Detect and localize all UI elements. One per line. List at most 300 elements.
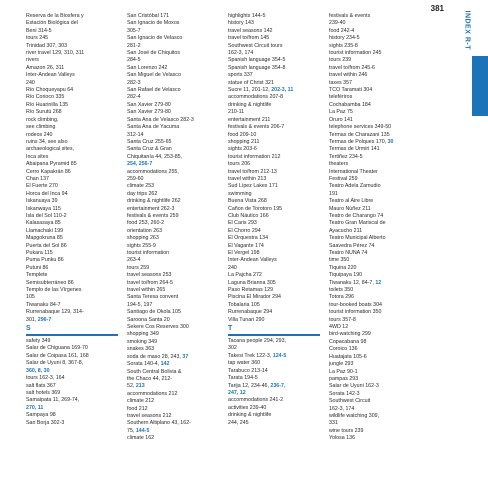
index-entry <box>127 420 225 427</box>
index-entry <box>26 345 124 352</box>
index-entry-text: sights 203-6 <box>228 146 257 153</box>
index-entry-text: Inter-Andean Valleys <box>26 72 75 79</box>
index-entry-text: Tarija 12, 234-46, <box>228 382 271 389</box>
index-entry <box>228 375 326 382</box>
index-entry <box>228 109 326 116</box>
index-entry-text: 302 <box>228 345 237 352</box>
index-entry-text: Southwest Circuit tours <box>228 42 283 49</box>
index-entry <box>329 139 427 146</box>
index-entry-text: San Ignacio de Moxos <box>127 20 180 27</box>
index-entry-map-ref: 202-3, 11 <box>271 87 294 94</box>
index-entry-text: accommodations 241-2 <box>228 397 284 404</box>
index-entry <box>127 220 225 227</box>
index-entry-text: soda de maso 28, 243, <box>127 353 183 360</box>
index-entry-text: orientation 263 <box>127 227 163 234</box>
index-entry <box>228 228 326 235</box>
index-entry <box>127 191 225 198</box>
index-entry-text: Llamachaki 199 <box>26 227 64 234</box>
index-entry-text: shopping 211 <box>228 138 260 145</box>
index-entry <box>127 228 225 235</box>
index-entry-text: the Chaco 44, 212- <box>127 375 173 382</box>
index-entry-text: La Paz 75 <box>329 109 353 116</box>
index-entry <box>329 206 427 213</box>
index-entry-text: Piscina El Mirador 294 <box>228 294 281 301</box>
index-entry-text: Spanish language 354-5 <box>228 57 286 64</box>
index-entry-text: climate 253 <box>127 183 155 190</box>
index-entry-text: 240 <box>26 79 35 86</box>
index-entry-text: Puerta del Sol 86 <box>26 242 67 249</box>
index-entry-text: Tarata 194-5 <box>228 375 258 382</box>
index-entry-text: Tiquina 220 <box>329 264 357 271</box>
index-entry <box>329 406 427 413</box>
index-entry-text: Mauro Núñez 211 <box>329 205 371 212</box>
index-entry <box>329 272 427 279</box>
index-entry <box>228 35 326 42</box>
index-entry <box>127 28 225 35</box>
index-entry <box>228 280 326 287</box>
index-entry-text: salt flats 367 <box>26 382 56 389</box>
index-entry <box>26 80 124 87</box>
index-entry-text: Cañon de Torotoro 195 <box>228 205 283 212</box>
index-entry <box>127 428 225 435</box>
index-entry <box>329 354 427 361</box>
index-entry <box>228 43 326 50</box>
index-entry <box>329 220 427 227</box>
index-entry <box>26 87 124 94</box>
index-entry <box>127 376 225 383</box>
index-entry <box>329 376 427 383</box>
index-entry <box>329 169 427 176</box>
page-number: 381 <box>430 4 444 13</box>
index-entry-text: Cerro Kapakrán 86 <box>26 168 71 175</box>
index-entry <box>329 146 427 153</box>
index-entry <box>26 338 124 345</box>
index-entry-text: Teatro NUNA 74 <box>329 250 368 256</box>
index-entry-text: tours 357-8 <box>329 316 356 323</box>
index-entry-text: Rurrenabaque 129, 314- <box>26 309 84 316</box>
index-entry-text: Reserva de la Biosfera y <box>26 13 84 19</box>
index-entry-map-ref: 12 <box>375 279 382 286</box>
index-entry-text: activities 239-40 <box>228 404 267 411</box>
index-entry-map-ref: 30 <box>387 138 394 145</box>
index-entry-map-ref: 247, 12 <box>228 389 246 396</box>
index-entry <box>26 50 124 57</box>
index-entry-text: Tertiñez 234-5 <box>329 153 363 160</box>
index-entry-text: 4WD 12 <box>329 324 349 331</box>
index-entry-text: food 253, 260-2 <box>127 220 165 227</box>
index-entry <box>228 309 326 316</box>
index-entry <box>127 331 225 338</box>
index-entry-text: 282-3 <box>127 79 141 86</box>
index-entry <box>26 65 124 72</box>
index-entry-map-ref: 270, 11 <box>26 404 44 411</box>
index-entry-text: South Central Bolivia & <box>127 368 182 375</box>
index-entry <box>329 302 427 309</box>
index-entry-text: Pukara 115 <box>26 250 53 256</box>
index-entry <box>228 243 326 250</box>
index-entry <box>228 317 326 324</box>
index-entry <box>228 368 326 375</box>
index-entry-text: Tacana people 294, 293, <box>228 338 287 345</box>
index-entry-map-ref: 124-5 <box>272 352 287 359</box>
index-entry <box>228 80 326 87</box>
index-entry-text: Santa Ana de Yacuma <box>127 124 180 131</box>
index-entry <box>26 220 124 227</box>
index-entry-text: Spanish language 354-8 <box>228 64 286 71</box>
index-entry <box>127 324 225 331</box>
index-entry <box>127 413 225 420</box>
index-entry-text: tourist information 212 <box>228 153 281 160</box>
index-entry-text: Club Náutico 166 <box>228 212 269 219</box>
index-entry-text: Copacabana 98 <box>329 338 367 345</box>
index-entry <box>228 397 326 404</box>
index-entry <box>228 57 326 64</box>
index-entry <box>26 206 124 213</box>
index-entry-text: time 350 <box>329 257 350 264</box>
index-entry <box>26 28 124 35</box>
index-entry-text: tours 239 <box>329 57 352 64</box>
index-entry <box>228 87 326 94</box>
index-section-rule <box>228 334 320 336</box>
index-entry <box>127 102 225 109</box>
index-entry-text: La Pajcha 272 <box>228 272 262 279</box>
index-entry-text: salt hotels 369 <box>26 389 61 396</box>
index-entry <box>26 397 124 404</box>
index-entry-text: Tiquipaya 190 <box>329 272 363 279</box>
index-entry-text: toilets 350 <box>329 287 354 294</box>
index-entry-text: history 143 <box>228 20 254 27</box>
index-entry-text: 284-5 <box>127 57 141 64</box>
index-entry-text: San Lorenzo 242 <box>127 64 168 71</box>
index-entry <box>329 287 427 294</box>
index-entry <box>127 35 225 42</box>
index-section-letter: T <box>228 325 233 333</box>
index-entry-text: Salar de Uyuni 162-3 <box>329 383 379 390</box>
index-entry <box>329 50 427 57</box>
index-entry-text: climate 212 <box>127 398 155 405</box>
index-entry <box>26 412 124 419</box>
index-entry <box>228 345 326 352</box>
index-entry <box>329 413 427 420</box>
index-entry <box>329 28 427 35</box>
index-entry <box>26 72 124 79</box>
index-entry <box>127 391 225 398</box>
index-entry-text: Festival 259 <box>329 175 358 182</box>
index-entry <box>228 20 326 27</box>
index-entry-text: Estación Biológica del <box>26 20 78 27</box>
index-entry-text: San Cristóbal 171 <box>127 13 170 19</box>
index-entry-text: Semisubterráneo 86 <box>26 279 74 286</box>
index-section-rule <box>26 334 118 336</box>
index-entry <box>26 20 124 27</box>
index-entry-text: El Vagante 174 <box>228 242 264 249</box>
index-entry-text: 194-5, 197 <box>127 301 153 308</box>
index-entry <box>127 169 225 176</box>
index-entry <box>329 369 427 376</box>
index-entry-text: 281-2 <box>127 42 141 49</box>
index-entry <box>127 206 225 213</box>
index-entry <box>228 50 326 57</box>
index-entry-text: Templete <box>26 272 48 279</box>
index-entry <box>127 154 225 161</box>
index-entry-text: 239-40 <box>329 20 346 27</box>
index-entry-text: Chiquitanía 44, 253-85, <box>127 153 183 160</box>
index-entry <box>127 198 225 205</box>
index-entry <box>329 20 427 27</box>
index-entry <box>329 383 427 390</box>
index-entry-text: Sucre 11, 201-12, <box>228 87 272 94</box>
index-entry-text: tourist information 350 <box>329 309 382 316</box>
index-entry-text: Teatro Municipal Alberto <box>329 235 386 242</box>
index-entry-text: accommodations 212 <box>127 390 178 397</box>
index-entry <box>127 94 225 101</box>
index-entry <box>26 169 124 176</box>
index-entry-text: Buena Vista 268 <box>228 198 267 205</box>
index-entry-text: Teatro Gran Mariscal de <box>329 220 386 227</box>
index-entry-text: travel within 265 <box>127 287 166 294</box>
index-entry <box>127 109 225 116</box>
index-entry-text: 259-60 <box>127 175 144 182</box>
index-entry <box>127 243 225 250</box>
index-entry-text: travel to/from 145 <box>228 35 270 42</box>
index-entry <box>127 132 225 139</box>
index-entry-text: shopping 349 <box>127 331 159 338</box>
index-entry-text: travel within 246 <box>329 72 368 79</box>
index-entry-text: festivals & events 206-7 <box>228 124 285 131</box>
index-entry-map-ref: 142 <box>160 361 170 368</box>
index-entry-text: Río Huarinilla 135 <box>26 101 69 108</box>
index-entry-text: 52, <box>127 383 136 390</box>
index-entry-text: day trips 262 <box>127 190 158 197</box>
index-section-letter: S <box>26 325 31 333</box>
index-entry-text: food 212 <box>127 405 148 412</box>
index-entry <box>329 324 427 331</box>
index-entry-text: entertainment 262-3 <box>127 205 175 212</box>
index-entry-map-ref: 37 <box>182 353 189 360</box>
index-entry <box>26 132 124 139</box>
index-entry <box>127 280 225 287</box>
index-entry-text: Saavedra Pérez 74 <box>329 242 375 249</box>
index-entry <box>228 132 326 139</box>
index-entry <box>127 139 225 146</box>
index-entry-text: travel seasons 212 <box>127 412 172 419</box>
index-entry <box>26 317 124 324</box>
index-entry-text: theaters <box>329 161 349 168</box>
index-entry <box>329 154 427 161</box>
index-entry <box>26 102 124 109</box>
index-entry-text: San Ignacio de Velasco <box>127 35 183 42</box>
index-entry <box>127 361 225 368</box>
index-entry-text: El Orquestra 134 <box>228 235 269 242</box>
index-entry <box>228 383 326 390</box>
index-entry-text: Salar de Chiguana 169-70 <box>26 345 88 352</box>
index-entry <box>127 72 225 79</box>
index-entry-text: safety 349 <box>26 338 51 345</box>
index-entry-text: tours 245 <box>26 35 49 42</box>
index-entry-text: Southwest Circuit <box>329 398 371 405</box>
index-entry <box>329 243 427 250</box>
index-entry <box>329 183 427 190</box>
index-entry <box>26 265 124 272</box>
index-entry <box>228 117 326 124</box>
index-entry <box>127 406 225 413</box>
index-entry-text: ruins 34, see also <box>26 138 68 145</box>
index-entry <box>26 235 124 242</box>
index-entry <box>329 43 427 50</box>
index-entry <box>329 72 427 79</box>
index-entry-text: rock climbing, <box>26 116 59 123</box>
index-entry-text: highlights 144-5 <box>228 13 266 19</box>
index-entry-text: Sekere Cos Reserves 300 <box>127 324 189 331</box>
index-entry <box>329 35 427 42</box>
index-entry <box>26 390 124 397</box>
index-entry <box>329 65 427 72</box>
index-entry-text: Saroona Santa 20 <box>127 316 170 323</box>
index-entry-text: Sorata 142-3 <box>329 390 360 397</box>
index-entry-text: Beni 314-5 <box>26 27 52 34</box>
index-entry-text: Sud Lípez Lakes 171 <box>228 183 278 190</box>
index-entry-text: snakes 363 <box>127 346 155 353</box>
index-entry-text: 331 <box>329 420 338 427</box>
index-entry-text: Termas de Polques 170, <box>329 138 388 145</box>
index-entry-text: food 209-10 <box>228 131 257 138</box>
index-entry-text: International Theater <box>329 168 378 175</box>
index-entry-text: smoking 349 <box>127 338 158 345</box>
index-entry-text: Tiwanaku 12, 84-7, <box>329 279 376 286</box>
index-entry-text: Takesi Trek 122-3, <box>228 352 273 359</box>
index-entry <box>127 213 225 220</box>
index-entry <box>228 265 326 272</box>
index-entry-text: 282-4 <box>127 94 141 101</box>
index-entry-text: drinking & nightlife <box>228 412 272 419</box>
index-entry-text: 162-3, 174 <box>329 405 355 412</box>
index-entry <box>26 161 124 168</box>
index-entry <box>329 124 427 131</box>
index-entry-text: pampas 293 <box>329 375 359 382</box>
index-entry-text: Tarabuco 213-14 <box>228 367 268 374</box>
index-entry-text: Mapgokruna 85 <box>26 235 63 242</box>
index-entry-text: Termas de Urmiri 141 <box>329 146 380 153</box>
index-entry-text: rodeos 240 <box>26 131 53 138</box>
index-entry <box>228 183 326 190</box>
index-entry <box>228 65 326 72</box>
index-entry-text: Villa Tunari 290 <box>228 316 265 323</box>
index-entry <box>127 87 225 94</box>
index-entry <box>228 72 326 79</box>
index-entry <box>26 280 124 287</box>
index-entry-text: San José de Chiquitos <box>127 50 181 57</box>
index-column-1 <box>26 13 127 483</box>
thumb-tab <box>442 0 488 488</box>
index-entry-text: Kalasasaya 85 <box>26 220 61 227</box>
index-entry-text: history 234-5 <box>329 35 360 42</box>
index-entry <box>329 391 427 398</box>
index-entry <box>228 169 326 176</box>
index-entry-text: Chan 137 <box>26 175 49 182</box>
thumb-tab-bar <box>472 56 488 116</box>
index-entry <box>127 317 225 324</box>
index-entry-text: travel seasons 142 <box>228 27 273 34</box>
index-entry-text: travel to/from 212-13 <box>228 168 277 175</box>
index-entry-text: Ayacucho 211 <box>329 227 363 234</box>
index-entry-text: Yolosa 136 <box>329 435 356 442</box>
index-entry-text: shopping 263 <box>127 235 159 242</box>
index-entry-text: archaeological sites, <box>26 146 74 153</box>
index-entry <box>26 139 124 146</box>
index-entry-text: bird-watching 299 <box>329 331 371 338</box>
index-entry-text: rivers <box>26 57 39 64</box>
index-entry-text: travel seasons 253 <box>127 272 172 279</box>
index-entry-text: La Paz 90-1 <box>329 368 358 375</box>
index-entry <box>228 235 326 242</box>
index-entry-text: tourist information 245 <box>329 50 382 57</box>
index-entry <box>26 146 124 153</box>
index-entry-text: tours 206 <box>228 161 251 168</box>
index-entry-text: Abaipana Pyramid 85 <box>26 161 77 168</box>
index-entry <box>127 13 225 20</box>
index-entry <box>26 368 124 375</box>
index-entry <box>329 398 427 405</box>
index-entry-text: El Fuerte 270 <box>26 183 58 190</box>
index-column-4 <box>329 13 430 483</box>
index-entry-text: Oruro 141 <box>329 116 353 123</box>
index-entry <box>127 294 225 301</box>
index-entry <box>329 80 427 87</box>
index-entry <box>26 213 124 220</box>
index-entry-text: Puma Punku 86 <box>26 257 64 264</box>
index-entry-text: Teatro Adela Zamudio <box>329 183 381 190</box>
index-entry-text: Tiwanaku 84-7 <box>26 301 61 308</box>
index-entry <box>127 302 225 309</box>
index-entry <box>329 257 427 264</box>
index-entry-text: Laguna Brianna 305 <box>228 279 276 286</box>
index-entry-text: Templo de las Vírgenes <box>26 287 82 294</box>
index-entry <box>26 353 124 360</box>
index-entry <box>329 109 427 116</box>
index-entry <box>228 139 326 146</box>
index-entry-map-ref: 144-5 <box>135 427 150 434</box>
index-entry <box>329 280 427 287</box>
index-entry <box>329 228 427 235</box>
index-entry <box>228 198 326 205</box>
index-entry <box>329 94 427 101</box>
index-entry <box>26 272 124 279</box>
index-entry-text: tour-booked boats 304 <box>329 301 383 308</box>
index-entry-text: statue of Christ 321 <box>228 79 274 86</box>
index-entry <box>228 257 326 264</box>
index-entry-text: tap water 360 <box>228 360 261 367</box>
index-entry <box>26 257 124 264</box>
index-entry <box>26 302 124 309</box>
index-entry-text: swimming <box>228 190 252 197</box>
index-entry-text: food 242-4 <box>329 27 355 34</box>
index-entry <box>127 124 225 131</box>
index-entry <box>228 250 326 257</box>
index-entry <box>26 117 124 124</box>
index-entry-text: Huatajata 105-6 <box>329 353 367 360</box>
index-entry-text: wine tours 239 <box>329 427 364 434</box>
index-entry <box>228 146 326 153</box>
index-entry <box>26 250 124 257</box>
index-entry-text: 191 <box>329 190 338 197</box>
index-entry <box>127 272 225 279</box>
index-entry <box>127 235 225 242</box>
index-entry-text: San Xavier 279-80 <box>127 101 171 108</box>
index-entry <box>26 405 124 412</box>
index-entry-text: see climbing <box>26 124 56 131</box>
index-entry <box>127 309 225 316</box>
index-entry <box>127 43 225 50</box>
